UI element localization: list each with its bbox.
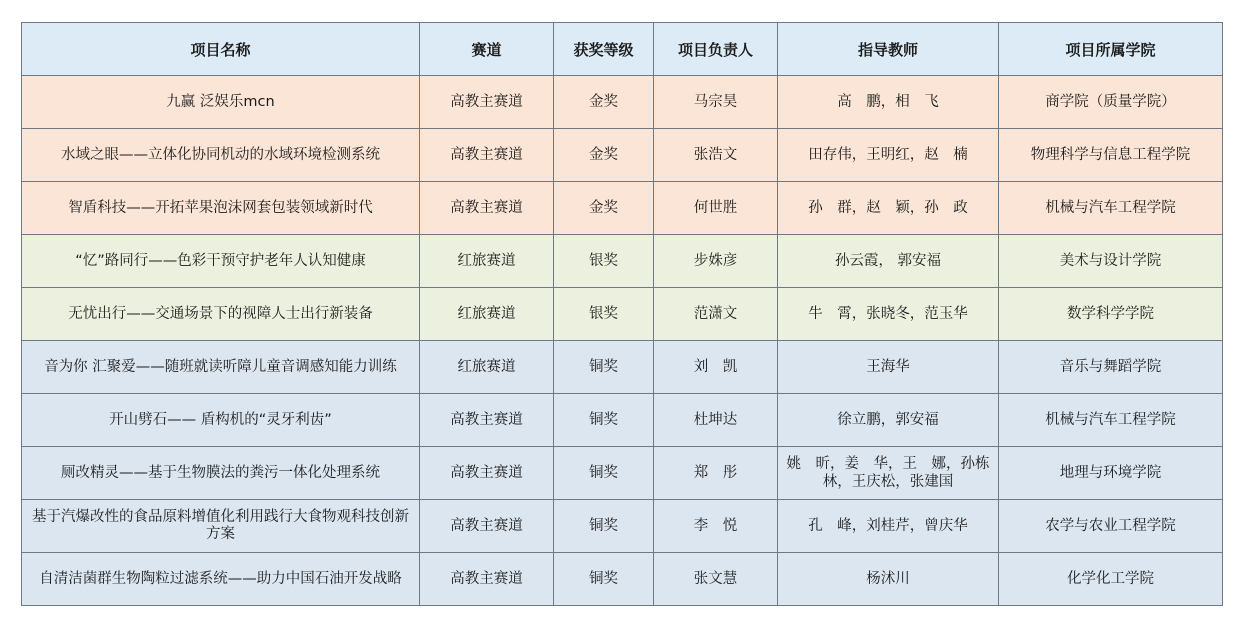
cell-project-name: 自清洁菌群生物陶粒过滤系统——助力中国石油开发战略 xyxy=(22,553,420,606)
cell-college: 音乐与舞蹈学院 xyxy=(999,341,1223,394)
cell-track: 红旅赛道 xyxy=(420,235,554,288)
header-project-name: 项目名称 xyxy=(22,23,420,76)
cell-project-leader: 何世胜 xyxy=(654,182,778,235)
cell-college: 地理与环境学院 xyxy=(999,447,1223,500)
cell-advisor: 孙 群，赵 颖，孙 政 xyxy=(778,182,999,235)
cell-project-name: 基于汽爆改性的食品原料增值化利用践行大食物观科技创新方案 xyxy=(22,500,420,553)
table-body xyxy=(22,76,1223,606)
header-advisor: 指导教师 xyxy=(778,23,999,76)
cell-advisor: 田存伟，王明红，赵 楠 xyxy=(778,129,999,182)
cell-project-leader: 张文慧 xyxy=(654,553,778,606)
cell-project-leader: 郑 彤 xyxy=(654,447,778,500)
cell-award-level: 金奖 xyxy=(554,182,654,235)
table-row xyxy=(22,447,1223,500)
cell-project-leader: 范潇文 xyxy=(654,288,778,341)
cell-advisor: 杨沭川 xyxy=(778,553,999,606)
cell-project-name: 无忧出行——交通场景下的视障人士出行新装备 xyxy=(22,288,420,341)
table-row xyxy=(22,500,1223,553)
table-row xyxy=(22,129,1223,182)
cell-award-level: 金奖 xyxy=(554,76,654,129)
cell-award-level: 银奖 xyxy=(554,235,654,288)
cell-project-leader: 杜坤达 xyxy=(654,394,778,447)
cell-advisor: 孔 峰，刘桂芹，曾庆华 xyxy=(778,500,999,553)
cell-advisor: 高 鹏，相 飞 xyxy=(778,76,999,129)
awards-table xyxy=(21,22,1223,606)
cell-advisor: 孙云霞， 郭安福 xyxy=(778,235,999,288)
cell-track: 高教主赛道 xyxy=(420,76,554,129)
cell-project-name: 开山劈石—— 盾构机的“灵牙利齿” xyxy=(22,394,420,447)
cell-project-name: 水域之眼——立体化协同机动的水域环境检测系统 xyxy=(22,129,420,182)
cell-college: 商学院（质量学院） xyxy=(999,76,1223,129)
table-row xyxy=(22,182,1223,235)
cell-track: 高教主赛道 xyxy=(420,182,554,235)
table-row xyxy=(22,553,1223,606)
header-award-level: 获奖等级 xyxy=(554,23,654,76)
cell-track: 高教主赛道 xyxy=(420,129,554,182)
cell-project-leader: 马宗昊 xyxy=(654,76,778,129)
cell-project-leader: 步姝彦 xyxy=(654,235,778,288)
cell-college: 农学与农业工程学院 xyxy=(999,500,1223,553)
cell-project-name: 智盾科技——开拓苹果泡沫网套包装领域新时代 xyxy=(22,182,420,235)
cell-college: 数学科学学院 xyxy=(999,288,1223,341)
cell-project-name: 九赢 泛娱乐mcn xyxy=(22,76,420,129)
cell-project-name: 音为你 汇聚爱——随班就读听障儿童音调感知能力训练 xyxy=(22,341,420,394)
cell-project-name: “忆”路同行——色彩干预守护老年人认知健康 xyxy=(22,235,420,288)
cell-award-level: 铜奖 xyxy=(554,500,654,553)
cell-award-level: 铜奖 xyxy=(554,394,654,447)
cell-award-level: 金奖 xyxy=(554,129,654,182)
cell-advisor: 王海华 xyxy=(778,341,999,394)
header-row xyxy=(22,23,1223,76)
cell-project-leader: 张浩文 xyxy=(654,129,778,182)
cell-college: 机械与汽车工程学院 xyxy=(999,182,1223,235)
cell-college: 机械与汽车工程学院 xyxy=(999,394,1223,447)
header-track: 赛道 xyxy=(420,23,554,76)
cell-award-level: 铜奖 xyxy=(554,341,654,394)
cell-college: 物理科学与信息工程学院 xyxy=(999,129,1223,182)
cell-college: 美术与设计学院 xyxy=(999,235,1223,288)
cell-track: 高教主赛道 xyxy=(420,553,554,606)
cell-award-level: 铜奖 xyxy=(554,553,654,606)
table-row xyxy=(22,235,1223,288)
cell-track: 高教主赛道 xyxy=(420,447,554,500)
table-row xyxy=(22,341,1223,394)
table-row xyxy=(22,288,1223,341)
cell-track: 高教主赛道 xyxy=(420,500,554,553)
cell-project-name: 厕改精灵——基于生物膜法的粪污一体化处理系统 xyxy=(22,447,420,500)
header-college: 项目所属学院 xyxy=(999,23,1223,76)
table-row xyxy=(22,76,1223,129)
cell-track: 高教主赛道 xyxy=(420,394,554,447)
cell-advisor: 姚 昕，姜 华，王 娜，孙栋林，王庆松，张建国 xyxy=(778,447,999,500)
header-project-leader: 项目负责人 xyxy=(654,23,778,76)
cell-project-leader: 李 悦 xyxy=(654,500,778,553)
cell-track: 红旅赛道 xyxy=(420,288,554,341)
cell-advisor: 牛 霄，张晓冬，范玉华 xyxy=(778,288,999,341)
cell-college: 化学化工学院 xyxy=(999,553,1223,606)
cell-award-level: 铜奖 xyxy=(554,447,654,500)
cell-advisor: 徐立鹏，郭安福 xyxy=(778,394,999,447)
cell-project-leader: 刘 凯 xyxy=(654,341,778,394)
cell-track: 红旅赛道 xyxy=(420,341,554,394)
cell-award-level: 银奖 xyxy=(554,288,654,341)
table-row xyxy=(22,394,1223,447)
